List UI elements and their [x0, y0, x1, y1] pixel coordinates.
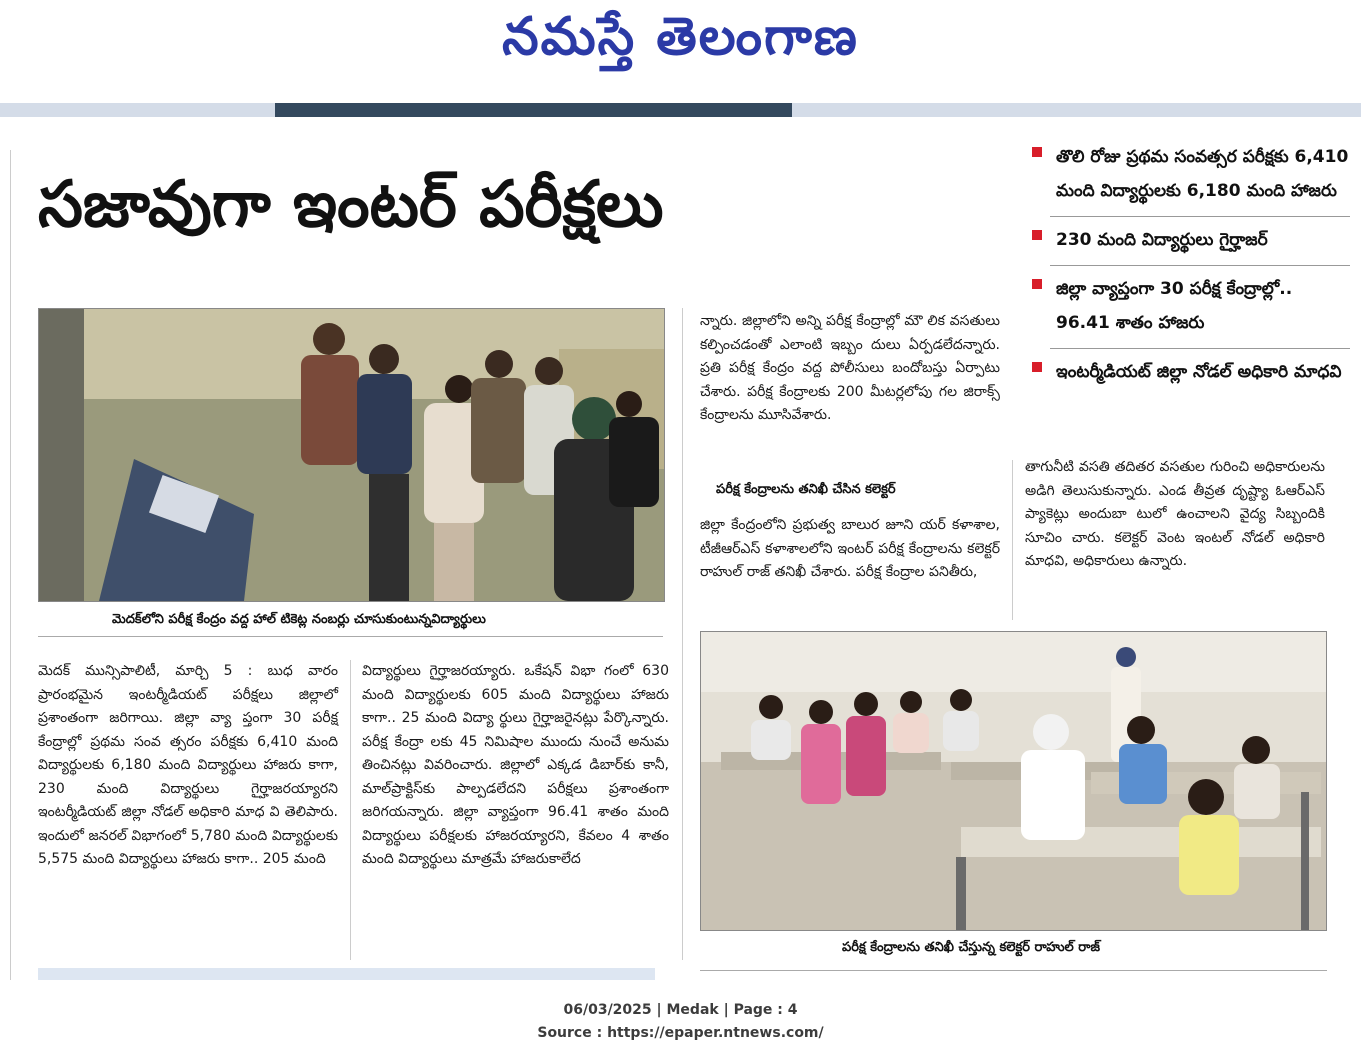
caption-rule — [700, 970, 1327, 971]
bullet-icon — [1032, 279, 1042, 289]
masthead — [0, 0, 1361, 100]
column-rule — [350, 660, 351, 960]
photo-collector-inspection — [700, 631, 1327, 931]
subheading: పరీక్ష కేంద్రాలను తనిఖీ చేసిన కలెక్టర్ — [716, 482, 896, 497]
highlight-item: జిల్లా వ్యాప్తంగా 30 పరీక్ష కేంద్రాల్లో.. 96.41 శాతం హాజరు — [1020, 272, 1350, 340]
bullet-icon — [1032, 362, 1042, 372]
article-headline: సజావుగా ఇంటర్ పరీక్షలు — [38, 168, 664, 242]
photo-caption: మెదక్‌లోని పరీక్ష కేంద్రం వద్ద హాల్ టికెట్ల నంబర్లు చూసుకుంటున్నవిద్యార్థులు — [112, 612, 486, 627]
highlight-item: 230 మంది విద్యార్థులు గైర్హాజర్ — [1020, 223, 1350, 257]
newspaper-logo: నమస్తే తెలంగాణ — [502, 6, 859, 67]
bullet-icon — [1032, 147, 1042, 157]
highlight-item: ఇంటర్మీడియట్ జిల్లా నోడల్ అధికారి మాధవి — [1020, 355, 1350, 389]
body-column: తాగునీటి వసతి తదితర వసతుల గురించి అధికారులను అడిగి తెలుసుకున్నారు. ఎండ తీవ్రత దృష్ట్యా ఓఆర్ఎస్ ప్యాకెట్లు అందుబా టులో ఉంచాలని వైద్య సిబ్బందికి సూచిం చారు. కలెక్టర్ వెంట ఇంటల్ నోడల్ అధికారి మాధవి, అధికారులు ఉన్నారు. — [1025, 459, 1325, 569]
footer-source: Source : https://epaper.ntnews.com/ — [537, 1025, 824, 1041]
photo-caption: పరీక్ష కేంద్రాలను తనిఖీ చేస్తున్న కలెక్టర్ రాహుల్ రాజ్ — [842, 940, 1100, 955]
divider — [1050, 216, 1350, 217]
photo-students-at-exam-center — [38, 308, 665, 602]
divider — [1050, 265, 1350, 266]
header-band-accent — [275, 103, 792, 117]
body-column: న్నారు. జిల్లాలోని అన్ని పరీక్ష కేంద్రాల్లో మౌ లిక వసతులు కల్పించడంతో ఎలాంటి ఇబ్బం దులు ఏర్పడలేదన్నారు. ప్రతి పరీక్ష కేంద్రం వద్ద పోలీసులు బందోబస్తు ఏర్పాటు చేశారు. పరీక్ష కేంద్రాలకు 200 మీటర్లలోపు గల జిరాక్స్ కేంద్రాలను మూసివేశారు. — [700, 313, 1000, 423]
highlight-item: తొలి రోజు ప్రథమ సంవత్సర పరీక్షకు 6,410 మంది విద్యార్థులకు 6,180 మంది హాజరు — [1020, 140, 1350, 208]
highlights-box — [1020, 140, 1350, 397]
caption-rule — [38, 636, 663, 637]
column-rule — [1012, 460, 1013, 620]
divider — [1050, 348, 1350, 349]
bottom-band — [38, 968, 655, 980]
bullet-icon — [1032, 230, 1042, 240]
body-column: మెదక్ మున్సిపాలిటీ, మార్చి 5 : బుధ వారం ప్రారంభమైన ఇంటర్మీడియట్ పరీక్షలు జిల్లాలో ప్రశాంతంగా జరిగాయి. జిల్లా వ్యా ప్తంగా 30 పరీక్ష కేంద్రాల్లో ప్రథమ సంవ త్సరం పరీక్షకు 6,410 మంది విద్యార్థులకు 6,180 మంది విద్యార్థులు హాజరు కాగా, 230 మంది విద్యార్థులు గైర్హాజరయ్యారని ఇంటర్మీడియట్ జిల్లా నోడల్ అధికారి మాధ వి తెలిపారు. ఇందులో జనరల్ విభాగంలో 5,780 మంది విద్యార్థులకు 5,575 మంది విద్యార్థులు హాజరు కాగా.. 205 మంది — [38, 663, 338, 867]
footer-dateline: 06/03/2025 | Medak | Page : 4 — [563, 1002, 798, 1018]
column-rule — [682, 308, 683, 960]
body-column: విద్యార్థులు గైర్హాజరయ్యారు. ఒకేషన్ విభా గంలో 630 మంది విద్యార్థులకు 605 మంది విద్యార్థులు హాజరు కాగా.. 25 మంది విద్యా ర్థులు గైర్హాజరైనట్లు పేర్కొన్నారు. పరీక్ష కేంద్రా లకు 45 నిమిషాల ముందు నుంచే అనుమ తించినట్లు వివరించారు. జిల్లాలో ఎక్కడ డిబార్‌కు కానీ, మాల్‌ప్రాక్టిస్‌కు పాల్పడలేదని పరీక్షలు ప్రశాంతంగా జరిగయన్నారు. జిల్లా వ్యాప్తంగా 96.41 శాతం మంది విద్యార్థులు పరీక్షలకు హాజరయ్యారని, కేవలం 4 శాతం మంది విద్యార్థులు మాత్రమే హాజరుకాలేద — [362, 663, 669, 867]
body-column: జిల్లా కేంద్రంలోని ప్రభుత్వ బాలుర జూని యర్ కళాశాల, టీజీఆర్ఎస్ కళాశాలలోని ఇంటర్ పరీక్ష కేంద్రాలను కలెక్టర్ రాహుల్ రాజ్ తనిఖీ చేశారు. పరీక్ష కేంద్రాల పనితీరు, — [700, 517, 1000, 580]
left-margin-rule — [10, 150, 11, 980]
